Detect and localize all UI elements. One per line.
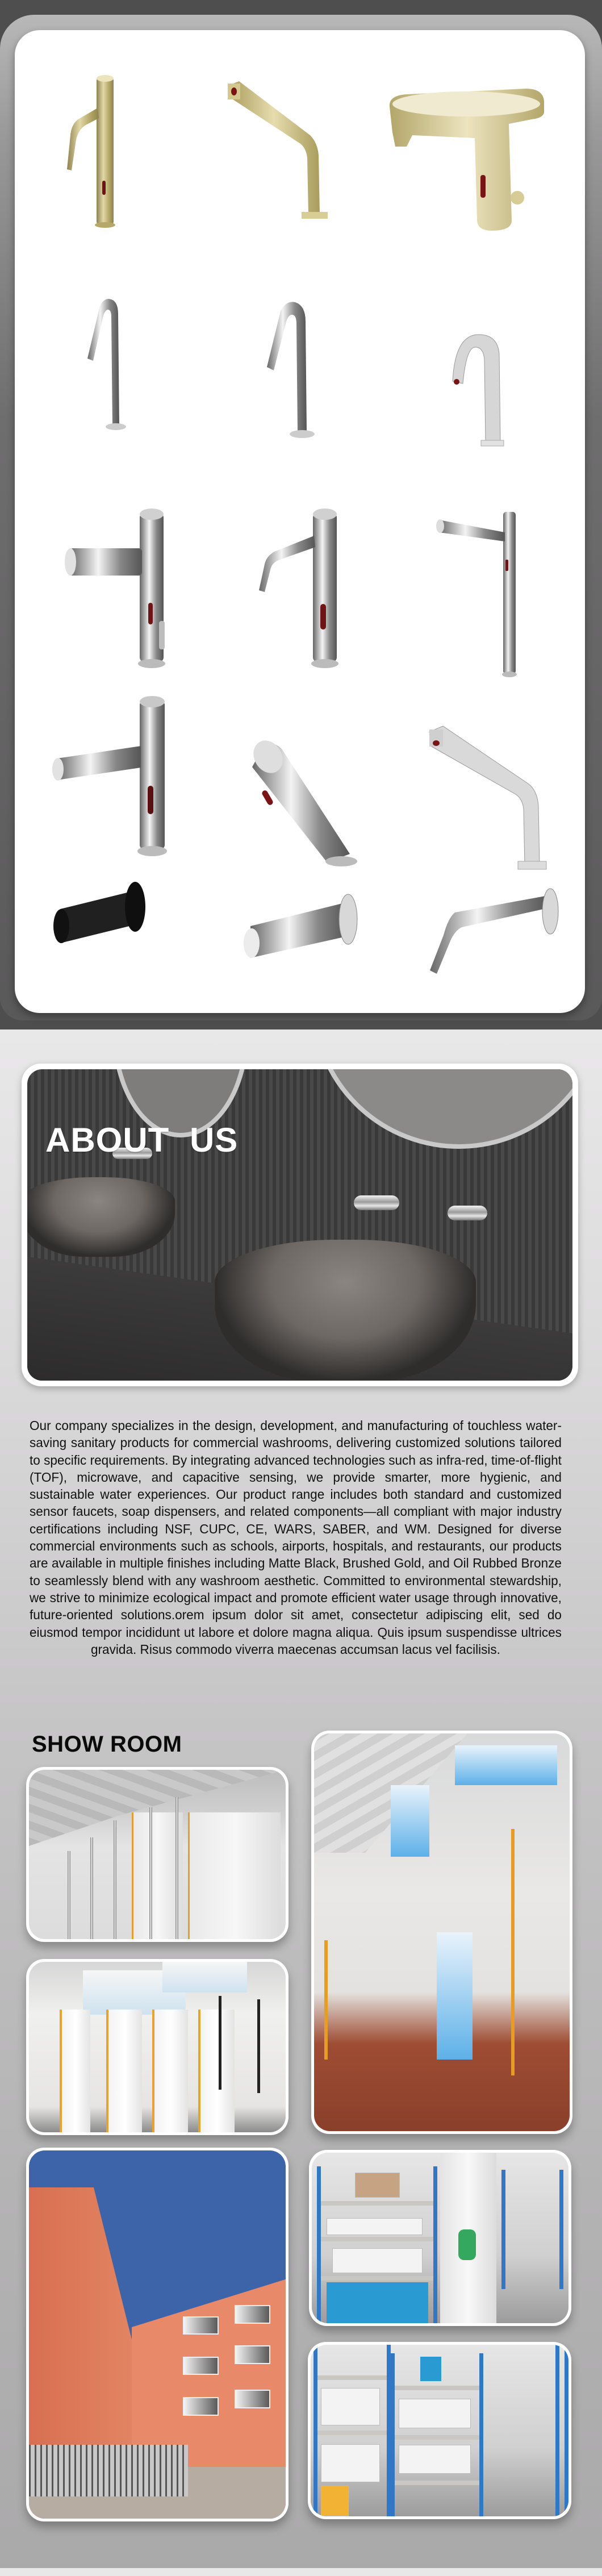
gooseneck-slim-chrome-faucet[interactable] [83, 297, 145, 433]
faucet-icon [432, 507, 546, 678]
oval-top-gold-faucet[interactable] [378, 84, 560, 232]
showroom-title: SHOW ROOM [32, 1732, 182, 1757]
about-title: ABOUT US [45, 1121, 239, 1159]
basin-shape [215, 1240, 476, 1381]
pillar-angled-spout-chrome-faucet[interactable] [233, 507, 375, 672]
warehouse-racks-photo-2[interactable] [308, 2342, 571, 2519]
showroom-display-stands-photo[interactable] [26, 1959, 289, 2135]
product-grid [15, 30, 585, 1013]
photo-image [311, 2345, 568, 2516]
showroom-shower-wall-photo[interactable] [26, 1767, 289, 1942]
wall-mounted-curved-chrome-spout[interactable] [421, 885, 563, 976]
product-card [15, 30, 585, 1013]
faucet-icon [83, 297, 145, 433]
faucet-icon [55, 507, 208, 672]
faucet-icon [259, 300, 338, 442]
faucet-icon [424, 720, 571, 874]
about-paragraph: Our company specializes in the design, development, and manufacturing of touchless water-saving sanitary products for commercial washrooms, delivering customized solutions tailored to specific requirements. By integrating advanced technologies such as infra-red, time-of-flight (TOF), microwave, and capacitive sensing, we provide smarter, more hygienic, and sustainable water experiences. Our product range includes both standard and customized sensor faucets, soap dispensers, and related components—all compliant with major industry certifications including NSF, CUPC, CE, WARS, SABER, and WM. Designed for diverse commercial environments such as schools, airports, hospitals, and restaurants, our products are available in multiple finishes including Matte Black, Brushed Gold, and Oil Rubbed Bronze to seamlessly blend with any washroom aesthetic. Committed to environmental stewardship, we strive to minimize ecological impact and promote efficient water usage through innovative, future-oriented solutions.orem ipsum dolor sit amet, consectetur adipiscing elit, sed do eiusmod tempor incididunt ut labore et dolore magna aliqua. Quis ipsum suspendisse ultrices gravida. Risus commodo viverra maecenas accumsan lacus vel facilisis. [30, 1418, 562, 1657]
wall-mounted-chrome-spout[interactable] [239, 891, 370, 959]
mirror-shape [311, 1069, 572, 1149]
photo-image [312, 2153, 568, 2323]
tall-round-gold-faucet[interactable] [55, 73, 134, 232]
faucet-icon [421, 885, 563, 976]
warehouse-racks-photo-1[interactable] [309, 2150, 571, 2326]
wall-mounted-black-spout[interactable] [49, 879, 162, 948]
factory-building-photo[interactable] [26, 2148, 289, 2521]
angled-cylinder-chrome-faucet[interactable] [248, 737, 401, 871]
product-gallery-section [0, 0, 602, 1029]
faucet-icon [449, 331, 517, 451]
photo-image [29, 2150, 286, 2519]
square-arm-chrome-faucet[interactable] [424, 720, 571, 874]
about-banner [22, 1064, 578, 1386]
faucet-icon [216, 76, 353, 223]
tall-slim-chrome-faucet[interactable] [432, 507, 546, 678]
about-banner-image [27, 1069, 572, 1381]
photo-image [29, 1962, 286, 2132]
pillar-straight-spout-chrome-faucet[interactable] [43, 695, 202, 860]
gooseneck-chrome-faucet[interactable] [259, 300, 338, 442]
wall-tap-shape [448, 1206, 487, 1220]
faucet-icon [248, 737, 401, 871]
page-bottom-strip [0, 2568, 602, 2576]
basin-shape [27, 1177, 175, 1257]
gooseneck-flat-chrome-faucet[interactable] [449, 331, 517, 451]
faucet-icon [233, 507, 375, 672]
pillar-with-lever-chrome-faucet[interactable] [55, 507, 208, 672]
photo-image [314, 1733, 570, 2131]
faucet-icon [55, 73, 134, 232]
faucet-icon [43, 695, 202, 860]
photo-image [29, 1770, 286, 1939]
faucet-icon [49, 879, 162, 948]
square-arm-gold-faucet[interactable] [216, 76, 353, 223]
faucet-icon [239, 891, 370, 959]
wall-tap-shape [354, 1195, 399, 1210]
showroom-tall-faucet-wall-photo[interactable] [311, 1731, 572, 2134]
faucet-icon [378, 84, 560, 232]
